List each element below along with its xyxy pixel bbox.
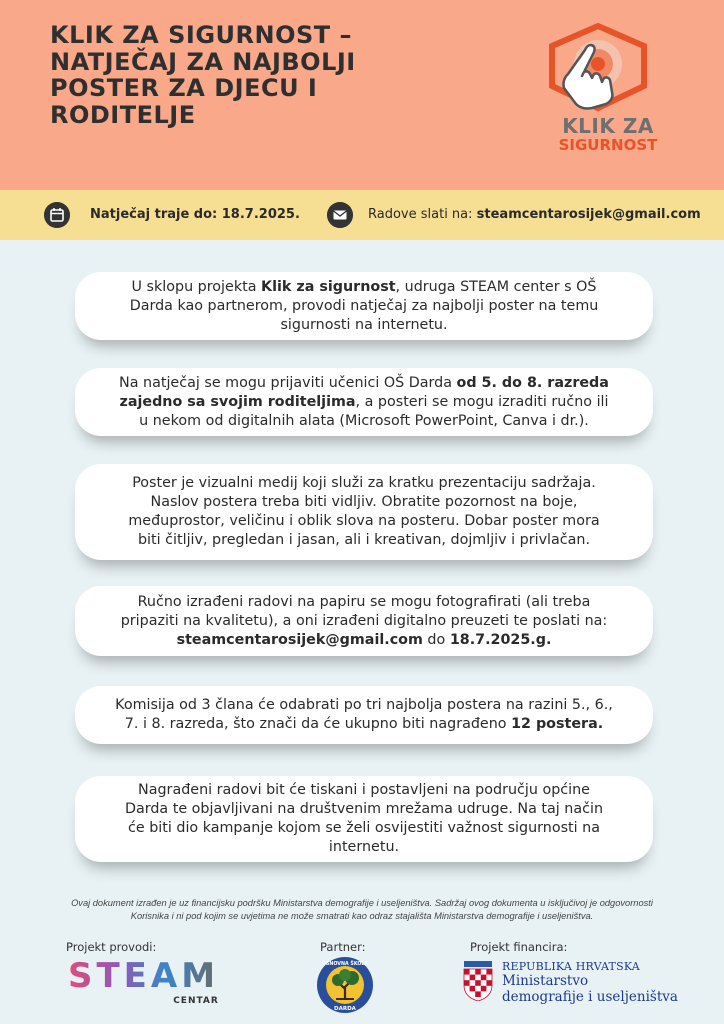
ministry-name-line1: Ministarstvo (502, 973, 589, 989)
partner-name-text: DARDA (334, 1006, 356, 1012)
steam-wordmark: STEAM (68, 957, 220, 996)
info-card-jury: Komisija od 3 člana će odabrati po tri najbolja postera na razini 5., 6., 7. i 8. razreda, što znači da će ukupno biti nagrađeno 12 postera. (75, 686, 653, 744)
info-card-intro: U sklopu projekta Klik za sigurnost, udruga STEAM center s OŠ Darda kao partnerom, provodi natječaj za najbolji poster na temu sigurnosti na internetu. (75, 272, 653, 340)
logo-text-klik-za: KLIK ZA (562, 114, 654, 138)
partner-ring-text: OSNOVNA ŠKOLA (321, 962, 369, 967)
info-card-eligibility: Na natječaj se mogu prijaviti učenici OŠ Darda od 5. do 8. razreda zajedno sa svojim roditeljima, a posteri se mogu izraditi ručno ili u nekom od digitalnih alata (Microsoft PowerPoint, Canva i dr.). (75, 368, 653, 436)
logo-text-sigurnost: SIGURNOST (558, 136, 658, 154)
republika-hrvatska-text: REPUBLIKA HRVATSKA (502, 960, 640, 973)
ministry-name-line2: demografije i useljeništva (502, 989, 678, 1005)
mail-prefix: Radove slati na: (368, 207, 477, 222)
poster-title: KLIK ZA SIGURNOST – NATJEČAJ ZA NAJBOLJI POSTER ZA DJECU I RODITELJE (50, 21, 356, 129)
croatian-coat-of-arms-icon (462, 961, 494, 1001)
info-card-awards: Nagrađeni radovi bit će tiskani i postavljeni na području općine Darda te objavljivani na društvenim mrežama udruge. Na taj način će biti dio kampanje kojom se želi osvijestiti važnost sigurnosti na internetu. (75, 776, 653, 862)
envelope-icon (327, 202, 353, 228)
label-projekt-provodi: Projekt provodi: (66, 940, 157, 954)
steam-subtitle: CENTAR (173, 996, 219, 1006)
calendar-icon (44, 202, 70, 228)
deadline-text: Natječaj traje do: 18.7.2025. (90, 207, 300, 222)
label-partner: Partner: (320, 940, 366, 954)
label-projekt-financira: Projekt financira: (470, 940, 568, 954)
funding-disclaimer: Ovaj dokument izrađen je uz financijsku podršku Ministarstva demografije i useljeništva. Sadržaj ovog dokumenta u isključivoj je odgovornosti Korisnika i ni pod kojim se uvjetima ne može smatrati kao odraz stajališta Ministarstva demografije i useljeništva. (71, 898, 653, 921)
info-card-submission: Ručno izrađeni radovi na papiru se mogu fotografirati (ali treba pripaziti na kvalitetu), a oni izrađeni digitalno preuzeti te poslati na: steamcentarosijek@gmail.com do 18.7.2025.g. (75, 586, 653, 656)
os-darda-logo (316, 956, 374, 1014)
info-card-poster-guidelines: Poster je vizualni medij koji služi za kratku prezentaciju sadržaja. Naslov postera treba biti vidljiv. Obratite pozornost na boje, međuprostor, veličinu i oblik slova na posteru. Dobar poster mora biti čitljiv, pregledan i jasan, ali i kreativan, dojmljiv i privlačan. (75, 464, 653, 560)
submission-email-text (368, 207, 701, 222)
email-address: steamcentarosijek@gmail.com (476, 207, 701, 222)
steam-centar-logo (68, 957, 238, 1007)
